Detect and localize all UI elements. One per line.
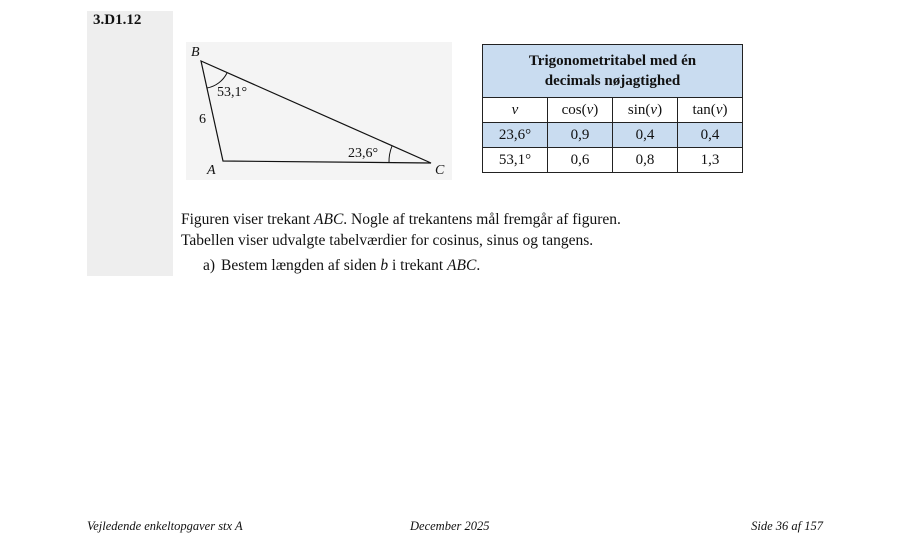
task-description xyxy=(181,209,621,251)
footer-date: December 2025 xyxy=(410,519,490,533)
cell-v: 23,6° xyxy=(483,123,548,148)
table-title-line2: decimals nøjagtighed xyxy=(544,73,681,89)
vertex-a-label: A xyxy=(207,163,216,178)
description-line-2: Tabellen viser udvalgte tabelværdier for cosinus, sinus og tangens. xyxy=(181,232,594,249)
cell-tan: 0,4 xyxy=(677,123,742,148)
cell-cos: 0,9 xyxy=(547,123,612,148)
description-line-1: Figuren viser trekant ABC. Nogle af trekantens mål fremgår af figuren. xyxy=(181,211,621,228)
footer-left: Vejledende enkeltopgaver stx A xyxy=(87,519,243,533)
cell-sin: 0,4 xyxy=(612,123,677,148)
angle-b-label: 53,1° xyxy=(217,85,248,100)
vertex-c-label: C xyxy=(435,163,445,178)
question-a: a) Bestem længden af siden b i trekant ABC. xyxy=(203,257,481,274)
angle-c-label: 23,6° xyxy=(348,146,379,161)
table-title xyxy=(483,45,743,98)
trig-table xyxy=(482,44,743,173)
table-header-row xyxy=(483,98,743,123)
task-sidebar xyxy=(87,11,173,276)
header-v: v xyxy=(483,98,548,123)
header-sin: sin(v) xyxy=(612,98,677,123)
figure-background xyxy=(186,42,452,180)
side-ab-label: 6 xyxy=(199,112,206,127)
task-id: 3.D1.12 xyxy=(93,12,142,28)
cell-sin: 0,8 xyxy=(612,148,677,173)
footer-page-number: Side 36 af 157 xyxy=(751,519,823,533)
header-cos: cos(v) xyxy=(547,98,612,123)
question-letter: a) xyxy=(203,257,216,274)
vertex-b-label: B xyxy=(191,45,200,60)
cell-cos: 0,6 xyxy=(547,148,612,173)
table-row xyxy=(483,123,743,148)
table-title-line1: Trigonometritabel med én xyxy=(528,53,697,69)
header-tan: tan(v) xyxy=(677,98,742,123)
table-row xyxy=(483,148,743,173)
cell-v: 53,1° xyxy=(483,148,548,173)
triangle-figure xyxy=(186,42,452,180)
cell-tan: 1,3 xyxy=(677,148,742,173)
